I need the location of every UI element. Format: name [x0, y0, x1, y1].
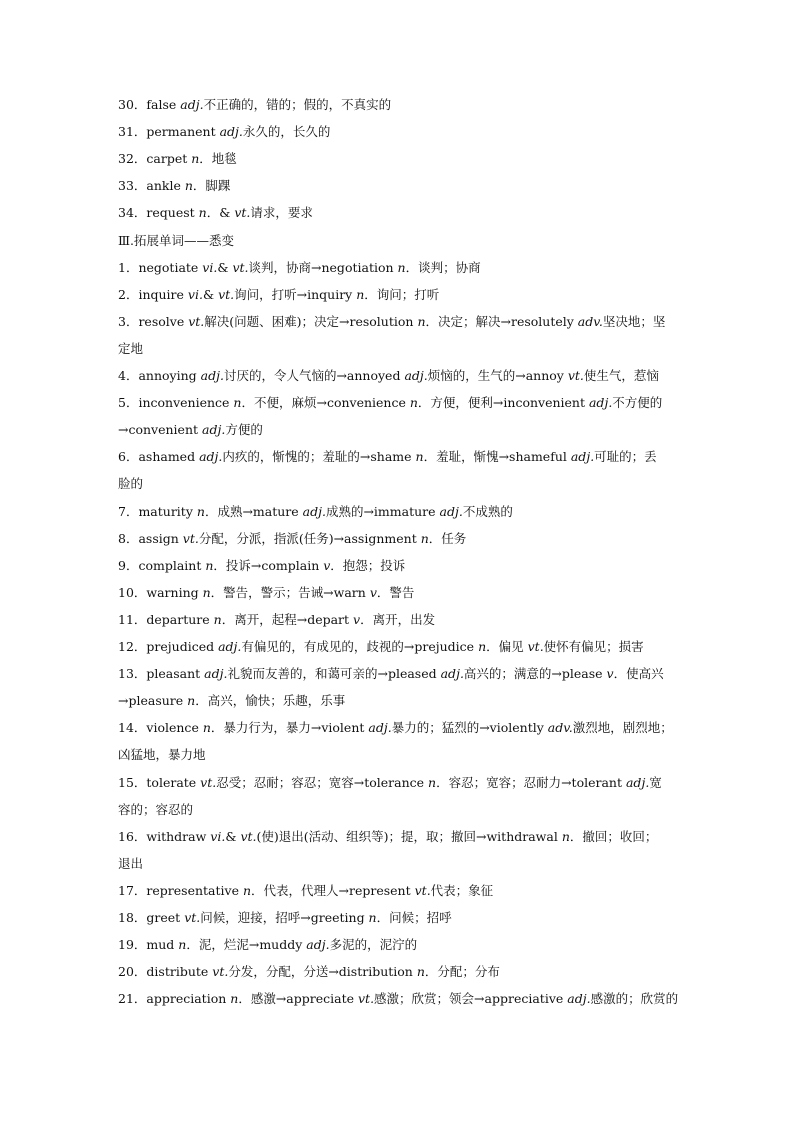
text-line — [118, 584, 680, 602]
part-of-speech: adv. — [547, 720, 573, 736]
text-line — [118, 611, 680, 629]
line-text: 讨厌的，令人气恼的→annoyed — [223, 368, 405, 383]
line-text: ．询问；打听 — [364, 286, 440, 302]
line-text: ．& — [206, 205, 235, 221]
part-of-speech: n — [202, 720, 211, 736]
line-text: 12．prejudiced — [118, 639, 219, 654]
line-text: 31．permanent — [118, 124, 220, 140]
line-text: ．谈判；协商 — [405, 259, 481, 275]
text-line — [118, 313, 680, 331]
text-line — [118, 882, 680, 900]
line-text: ．离开，出发 — [360, 611, 436, 627]
text-line — [118, 96, 680, 114]
part-of-speech: n — [409, 395, 418, 411]
line-text: 脸的 — [118, 476, 144, 492]
text-line — [118, 394, 680, 412]
line-text: & — [225, 828, 241, 844]
line-text: 可耻的；丢 — [594, 449, 657, 465]
text-line — [118, 557, 680, 575]
text-line — [118, 259, 680, 277]
line-text: 请求，要求 — [250, 205, 313, 221]
part-of-speech: vt. — [240, 828, 257, 844]
line-text: ．脚踝 — [192, 178, 231, 194]
line-text: ．成熟→mature — [204, 503, 303, 519]
part-of-speech: vt. — [567, 368, 584, 383]
line-text: 感激；欣赏；领会→appreciative — [374, 991, 568, 1007]
part-of-speech: vt. — [218, 286, 235, 302]
line-text: 激烈地，剧烈地； — [572, 720, 673, 736]
line-text: 定地 — [118, 340, 144, 356]
line-text: 退出 — [118, 855, 144, 871]
line-text: ．高兴，愉快；乐趣，乐事 — [195, 693, 346, 709]
part-of-speech: adj. — [440, 666, 464, 682]
part-of-speech: n — [368, 910, 377, 925]
line-text: 多泥的，泥泞的 — [329, 937, 418, 953]
line-text: ．投诉→complain — [213, 557, 324, 573]
part-of-speech: n — [428, 774, 437, 790]
part-of-speech: adj. — [404, 368, 428, 383]
part-of-speech: n — [196, 503, 205, 519]
line-text: 16．withdraw — [118, 828, 211, 844]
line-text: 内疚的，惭愧的；羞耻的→shame — [222, 449, 416, 465]
line-text: 礼貌而友善的，和蔼可亲的→pleased — [227, 666, 441, 682]
line-text: ．撤回；收回； — [569, 828, 658, 844]
line-text: 32．carpet — [118, 151, 192, 167]
line-text: 3．resolve — [118, 313, 189, 329]
part-of-speech: vt. — [184, 910, 201, 925]
line-text: 烦恼的，生气的→annoy — [427, 368, 568, 383]
line-text: 6．ashamed — [118, 449, 200, 465]
part-of-speech: n — [187, 693, 196, 709]
part-of-speech: n — [198, 205, 207, 221]
line-text: 15．tolerate — [118, 774, 201, 790]
line-text: 8．assign — [118, 530, 183, 546]
text-line — [118, 503, 680, 521]
line-text: ．容忍；宽容；忍耐力→tolerant — [436, 774, 626, 790]
part-of-speech: adj. — [202, 422, 226, 438]
part-of-speech: vt. — [414, 882, 431, 898]
line-text: 18．greet — [118, 910, 185, 925]
line-text: 14．violence — [118, 720, 203, 736]
line-text: 不正确的，错的；假的，不真实的 — [203, 97, 392, 112]
line-text: (使)退出(活动、组织等)；提，取；撤回→withdrawal — [256, 828, 562, 844]
line-text: 忍受；忍耐；容忍；宽容→tolerance — [216, 774, 429, 790]
text-line — [118, 421, 680, 439]
part-of-speech: adv. — [577, 313, 603, 329]
part-of-speech: n — [417, 313, 426, 329]
line-text: 有偏见的，有成见的，歧视的→prejudice — [241, 639, 479, 654]
line-text: ．羞耻，惭愧→shameful — [423, 449, 571, 465]
line-text: ．抱怨；投诉 — [330, 557, 406, 573]
part-of-speech: adj. — [219, 124, 243, 140]
part-of-speech: n — [202, 584, 211, 600]
text-line — [118, 828, 680, 846]
line-text: 不成熟的 — [462, 503, 513, 519]
part-of-speech: adj. — [218, 639, 242, 654]
part-of-speech: adj. — [200, 368, 224, 383]
line-text: ．分配；分布 — [424, 964, 500, 980]
part-of-speech: vt. — [200, 774, 217, 790]
text-line — [118, 746, 680, 764]
text-line — [118, 855, 680, 873]
line-text: 33．ankle — [118, 178, 185, 194]
text-line — [118, 204, 680, 222]
line-text: ．代表，代理人→represent — [251, 882, 415, 898]
line-text: Ⅲ.拓展单词——悉变 — [118, 232, 235, 248]
line-text: 询问，打听→inquiry — [234, 286, 357, 302]
line-text: ．警告 — [376, 584, 415, 600]
line-text: 使怀有偏见；损害 — [543, 639, 644, 654]
line-text: 凶猛地，暴力地 — [118, 747, 206, 763]
part-of-speech: n — [420, 530, 429, 546]
text-line — [118, 692, 680, 710]
part-of-speech: vt. — [182, 530, 199, 546]
part-of-speech: vt. — [188, 313, 205, 329]
part-of-speech: vt. — [357, 991, 375, 1007]
part-of-speech: adj. — [302, 503, 326, 519]
text-line — [118, 177, 680, 195]
part-of-speech: vt. — [234, 205, 251, 221]
line-text: ．任务 — [428, 530, 467, 546]
text-line — [118, 150, 680, 168]
line-text: & — [217, 259, 233, 275]
line-text: 9．complaint — [118, 557, 206, 573]
part-of-speech: n — [230, 991, 239, 1007]
text-line — [118, 475, 680, 493]
line-text: ．方便，便利→inconvenient — [417, 395, 589, 411]
part-of-speech: vi. — [202, 259, 218, 275]
part-of-speech: v — [323, 557, 331, 573]
line-text: 20．distribute — [118, 964, 213, 980]
text-line — [118, 367, 680, 385]
line-text: 暴力的；猛烈的→violently — [391, 720, 548, 736]
line-text: 成熟的→immature — [325, 503, 440, 519]
line-text: ．决定；解决→resolutely — [425, 313, 578, 329]
line-text: 方便的 — [225, 422, 263, 438]
line-text: 17．representative — [118, 882, 243, 898]
line-text: 19．mud — [118, 937, 179, 953]
line-text: 宽 — [649, 774, 662, 790]
part-of-speech: adj. — [567, 991, 591, 1007]
part-of-speech: adj. — [180, 97, 204, 112]
text-line — [118, 936, 680, 954]
part-of-speech: n — [416, 964, 425, 980]
part-of-speech: n — [561, 828, 570, 844]
part-of-speech: n — [191, 151, 200, 167]
part-of-speech: adj. — [306, 937, 330, 953]
text-line — [118, 340, 680, 358]
part-of-speech: n — [415, 449, 424, 465]
line-text: 30．false — [118, 97, 181, 112]
line-text: ．暴力行为，暴力→violent — [210, 720, 369, 736]
part-of-speech: adj. — [625, 774, 650, 790]
part-of-speech: adj. — [570, 449, 595, 465]
line-text: 分发，分配，分送→distribution — [228, 964, 417, 980]
line-text: 代表；象征 — [430, 882, 494, 898]
text-line — [118, 530, 680, 548]
line-text: 5．inconvenience — [118, 395, 234, 411]
part-of-speech: n — [178, 937, 187, 953]
part-of-speech: vi. — [210, 828, 226, 844]
line-text: ．问候；招呼 — [376, 910, 452, 925]
line-text: 问候，迎接，招呼→greeting — [200, 910, 369, 925]
line-text: ．偏见 — [486, 639, 528, 654]
line-text: 2．inquire — [118, 286, 188, 302]
line-text: 不方便的 — [612, 395, 663, 411]
line-text: ．地毯 — [199, 151, 237, 167]
line-text: ．泥，烂泥→muddy — [186, 937, 307, 953]
line-text: 分配，分派，指派(任务)→assignment — [198, 530, 421, 546]
part-of-speech: n — [205, 557, 214, 573]
part-of-speech: vt. — [232, 259, 249, 275]
part-of-speech: adj. — [439, 503, 463, 519]
text-line — [118, 963, 680, 981]
part-of-speech: v — [353, 611, 361, 627]
text-line — [118, 123, 680, 141]
part-of-speech: n — [478, 639, 487, 654]
text-line — [118, 665, 680, 683]
text-line — [118, 232, 680, 250]
line-text: 使生气，惹恼 — [583, 368, 659, 383]
text-line — [118, 909, 680, 927]
part-of-speech: adj. — [204, 666, 228, 682]
line-text: ．不便，麻烦→convenience — [241, 395, 410, 411]
line-text: 坚决地；坚 — [602, 313, 666, 329]
part-of-speech: n — [242, 882, 252, 898]
line-text: 永久的，长久的 — [242, 124, 331, 140]
line-text: & — [202, 286, 219, 302]
line-text: ．使高兴 — [613, 666, 664, 682]
part-of-speech: vt. — [527, 639, 544, 654]
line-text: 1．negotiate — [118, 259, 203, 275]
line-text: ．感激→appreciate — [238, 991, 358, 1007]
text-line — [118, 990, 680, 1008]
line-text: 7．maturity — [118, 503, 197, 519]
part-of-speech: vt. — [212, 964, 229, 980]
part-of-speech: adj. — [199, 449, 223, 465]
part-of-speech: n — [213, 611, 222, 627]
text-line — [118, 286, 680, 304]
line-text: →convenient — [118, 422, 203, 438]
line-text: ．警告，警示；告诫→warn — [210, 584, 370, 600]
line-text: 谈判，协商→negotiation — [248, 259, 398, 275]
part-of-speech: n — [356, 286, 365, 302]
line-text: →pleasure — [118, 693, 188, 709]
line-text: 高兴的；满意的→please — [463, 666, 607, 682]
text-line — [118, 774, 680, 792]
line-text: 感激的；欣赏的 — [590, 991, 679, 1007]
line-text: 34．request — [118, 205, 199, 221]
part-of-speech: v — [369, 584, 377, 600]
line-text: 13．pleasant — [118, 666, 205, 682]
part-of-speech: n — [233, 395, 242, 411]
text-line — [118, 638, 680, 656]
part-of-speech: adj. — [368, 720, 392, 736]
part-of-speech: v — [606, 666, 614, 682]
line-text: 10．warning — [118, 584, 203, 600]
part-of-speech: adj. — [588, 395, 613, 411]
line-text: 11．departure — [118, 611, 214, 627]
line-text: ．离开，起程→depart — [221, 611, 354, 627]
part-of-speech: vi. — [187, 286, 203, 302]
line-text: 4．annoying — [118, 368, 201, 383]
line-text: 容的；容忍的 — [118, 801, 194, 817]
line-text: 21．appreciation — [118, 991, 231, 1007]
part-of-speech: n — [184, 178, 193, 194]
text-line — [118, 719, 680, 737]
text-line — [118, 801, 680, 819]
text-line — [118, 448, 680, 466]
line-text: 解决(问题、困难)；决定→resolution — [204, 313, 418, 329]
part-of-speech: n — [397, 259, 406, 275]
